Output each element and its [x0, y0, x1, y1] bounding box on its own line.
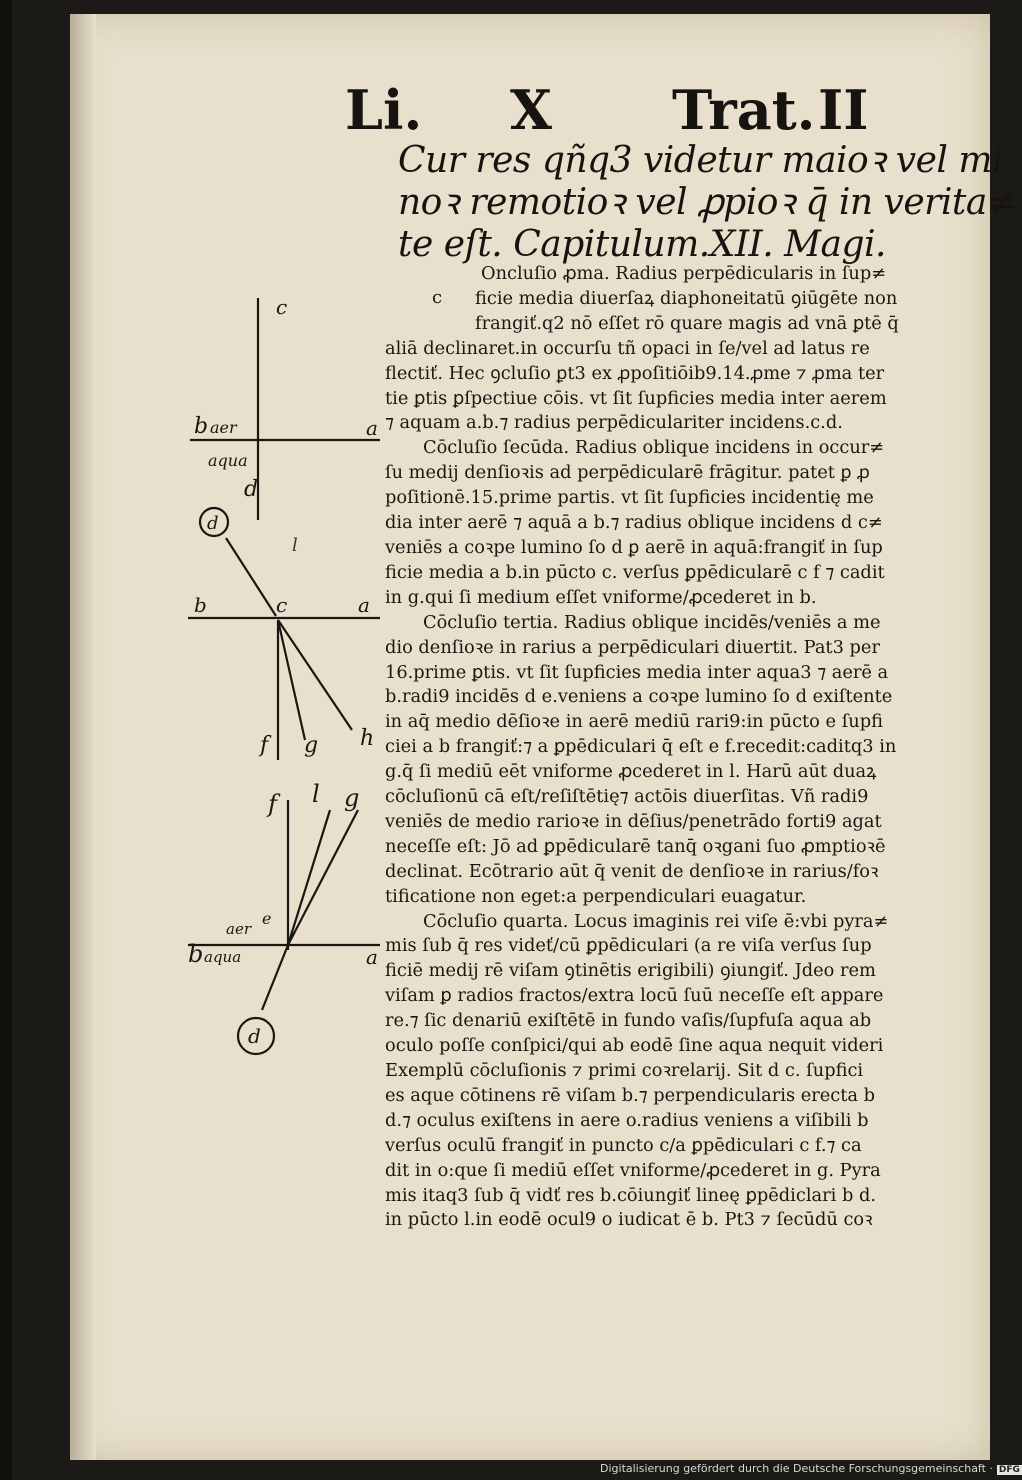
fig1-label-aer: aer	[210, 418, 237, 437]
fig2-label-h: h	[360, 726, 375, 751]
footer	[600, 1462, 1022, 1475]
text-line: ſu medij denſioꝛis ad perpēdicularē frāgitur. patet ꝑ ꝓ	[385, 462, 870, 484]
fig2-incident-ray	[226, 538, 276, 616]
fig2-refracted-ray	[278, 620, 305, 740]
text-line: oculo poſſe conſpici/qui ab eodē ſine aqua nequit videri	[385, 1035, 884, 1057]
fig2-label-g: g	[304, 733, 319, 758]
text-line: declinat. Ecōtrario aūt q̄ venit de denſioꝛe in rarius/foꝛ	[385, 860, 879, 882]
header-book: Li.	[345, 78, 423, 142]
text-line: Exemplū cōcluſionis ⁊ primi coꝛrelarij. Sit d c. ſupfici	[385, 1060, 864, 1081]
title-line: te eſt. Capitulum.XII. Magi.	[398, 224, 886, 265]
fig2-label-d: d	[207, 513, 219, 534]
chapter-title	[398, 140, 1017, 266]
dfg-logo: DFG	[998, 1465, 1020, 1475]
header-tract: Trat.	[672, 78, 816, 142]
text-line: re.⁊ ſic denariū exiſtētē in fundo vaſis/ſupfuſa aqua ab	[385, 1010, 872, 1032]
text-line: es aque cōtinens rē viſam b.⁊ perpendicularis erecta b	[385, 1084, 876, 1106]
body-text	[385, 262, 965, 1233]
header-center: X	[510, 78, 552, 142]
book-edge	[0, 0, 12, 1480]
text-line: poſitionē.15.prime partis. vt ſit ſupficies incidentię me	[385, 487, 874, 509]
fig1-label-b: b	[194, 414, 209, 439]
text-line: veniēs de medio rarioꝛe in dēſius/penetrādo forti9 agat	[385, 810, 882, 832]
fig1-label-a: a	[366, 416, 378, 440]
text-line: 16.prime ꝑtis. vt ſit ſupficies media inter aqua3 ⁊ aerē a	[385, 661, 889, 683]
text-line: mis itaq3 ſub q̄ vidť res b.cōiungiť lineę ꝑpēdiclari b d.	[385, 1184, 877, 1206]
fig2-label-c: c	[276, 593, 288, 617]
text-line: Cōcluſio quarta. Locus imaginis rei viſe ē:vbi pyra≠	[423, 910, 889, 932]
fig1-label-d: d	[244, 477, 259, 502]
text-line: ⁊ aquam a.b.⁊ radius perpēdiculariter incidens.c.d.	[385, 412, 843, 434]
text-line: ciei a b frangiť:⁊ a ꝑpēdiculari q̄ eſt e f.recedit:caditq3 in	[385, 736, 897, 758]
text-line: frangiť.q2 nō eſſet rō quare magis ad vnā ꝑtē q̄	[475, 312, 899, 334]
fig3-label-d: d	[248, 1024, 261, 1048]
refraction-diagrams	[180, 290, 390, 1070]
text-line: aliā declinaret.in occurſu tñ opaci in ſe/vel ad latus re	[385, 337, 870, 359]
text-line: cōcluſionū cā eſt/reſiſtētię⁊ actōis diuerſitas. Vñ radi9	[385, 786, 869, 808]
margin-letter-c: c	[432, 287, 443, 308]
text-line: flectiť. Hec ꝯcluſio ꝑt3 ex ꝓpoſitiōib9.14.ꝓme ⁊ ꝓma ter	[385, 362, 885, 384]
fig3-label-aer: aer	[226, 920, 251, 938]
fig3-label-e: e	[262, 909, 272, 928]
fig2-label-b: b	[194, 593, 207, 617]
text-line: veniēs a coꝛpe lumino ſo d ꝑ aerē in aquā:frangiť in ſup	[385, 536, 883, 558]
text-line: verſus oculū frangiť in puncto c/a ꝑpēdiculari c f.⁊ ca	[385, 1134, 862, 1156]
fig1-label-aqua: aqua	[208, 451, 248, 470]
text-line: Cōcluſio tertia. Radius oblique incidēs/veniēs a me	[423, 611, 881, 633]
page-gutter	[70, 14, 96, 1460]
title-line: noꝛ remotioꝛ vel ꝓpioꝛ q̄ in verita≠	[398, 182, 1017, 223]
text-line: viſam ꝑ radios fractos/extra locū ſuū neceſſe eſt appare	[385, 985, 884, 1007]
text-line: Oncluſio ꝓma. Radius perpēdicularis in ſup≠	[481, 263, 887, 284]
fig3-label-g: g	[344, 784, 360, 812]
text-line: Cōcluſio ſecūda. Radius oblique incidens in occur≠	[423, 437, 885, 459]
text-line: ficiē medij rē viſam ꝯtinētis erigibili) ꝯiungiť. Jdeo rem	[385, 960, 876, 982]
fig3-incident-ray	[262, 945, 288, 1010]
text-line: dio denſioꝛe in rarius a perpēdiculari diuertit. Pat3 per	[385, 636, 880, 658]
text-line: ficie media diuerſaꝝ diaphoneitatū ꝯiūgēte non	[475, 287, 898, 309]
fig2-label-f: f	[260, 733, 269, 758]
fig3-label-a: a	[366, 945, 378, 969]
title-line: Cur res qñq3 videtur maioꝛ vel mi	[398, 140, 1003, 181]
text-line: in g.qui ſi medium eſſet vniforme/ꝓcederet in b.	[385, 586, 817, 608]
fig3-label-b: b	[188, 940, 204, 968]
fig1-label-c: c	[276, 295, 288, 319]
text-line: tificatione non eget:a perpendiculari euagatur.	[385, 885, 807, 907]
text-line: mis ſub q̄ res videť/cū ꝑpēdiculari (a re viſa verſus ſup	[385, 935, 872, 957]
text-line: ficie media a b.in pūcto c. verſus ꝑpēdicularē c f ⁊ cadit	[385, 561, 885, 583]
fig2-label-a: a	[358, 593, 370, 617]
fig3-label-f: f	[268, 790, 277, 818]
text-line: g.q̄ ſi mediū eēt vniforme ꝓcederet in l. Harū aūt duaꝝ	[385, 761, 877, 783]
footer-credit: Digitalisierung gefördert durch die Deutsche Forschungsgemeinschaft ·	[600, 1462, 993, 1475]
text-line: dit in o:que ſi mediū eſſet vniforme/ꝓcederet in g. Pyra	[385, 1159, 881, 1181]
text-line: dia inter aerē ⁊ aquā a b.⁊ radius oblique incidens d c≠	[385, 512, 883, 534]
text-line: d.⁊ oculus exiſtens in aere o.radius veniens a viſibili b	[385, 1109, 869, 1131]
text-line: neceſſe eſt: Jō ad ꝑpēdicularē tanq̄ oꝛgani ſuo ꝓmptioꝛē	[385, 835, 886, 857]
fig2-straight-ray	[278, 620, 352, 730]
text-line: b.radi9 incidēs d e.veniens a coꝛpe lumino ſo d exiſtente	[385, 686, 893, 708]
header-tract-number: II	[818, 78, 869, 142]
fig3-label-l: l	[312, 780, 320, 808]
margin-letter-l: l	[292, 535, 298, 556]
text-line: in aq̄ medio dēſioꝛe in aerē mediū rari9:in pūcto e ſupfi	[385, 711, 883, 733]
fig3-label-aqua: aqua	[204, 948, 242, 966]
text-line: tie ꝑtis ꝑſpectiue cōis. vt ſit ſupficies media inter aerem	[385, 387, 887, 409]
text-line: in pūcto l.in eodē ocul9 o iudicat ē b. Pt3 ⁊ ſecūdū coꝛ	[385, 1209, 873, 1231]
